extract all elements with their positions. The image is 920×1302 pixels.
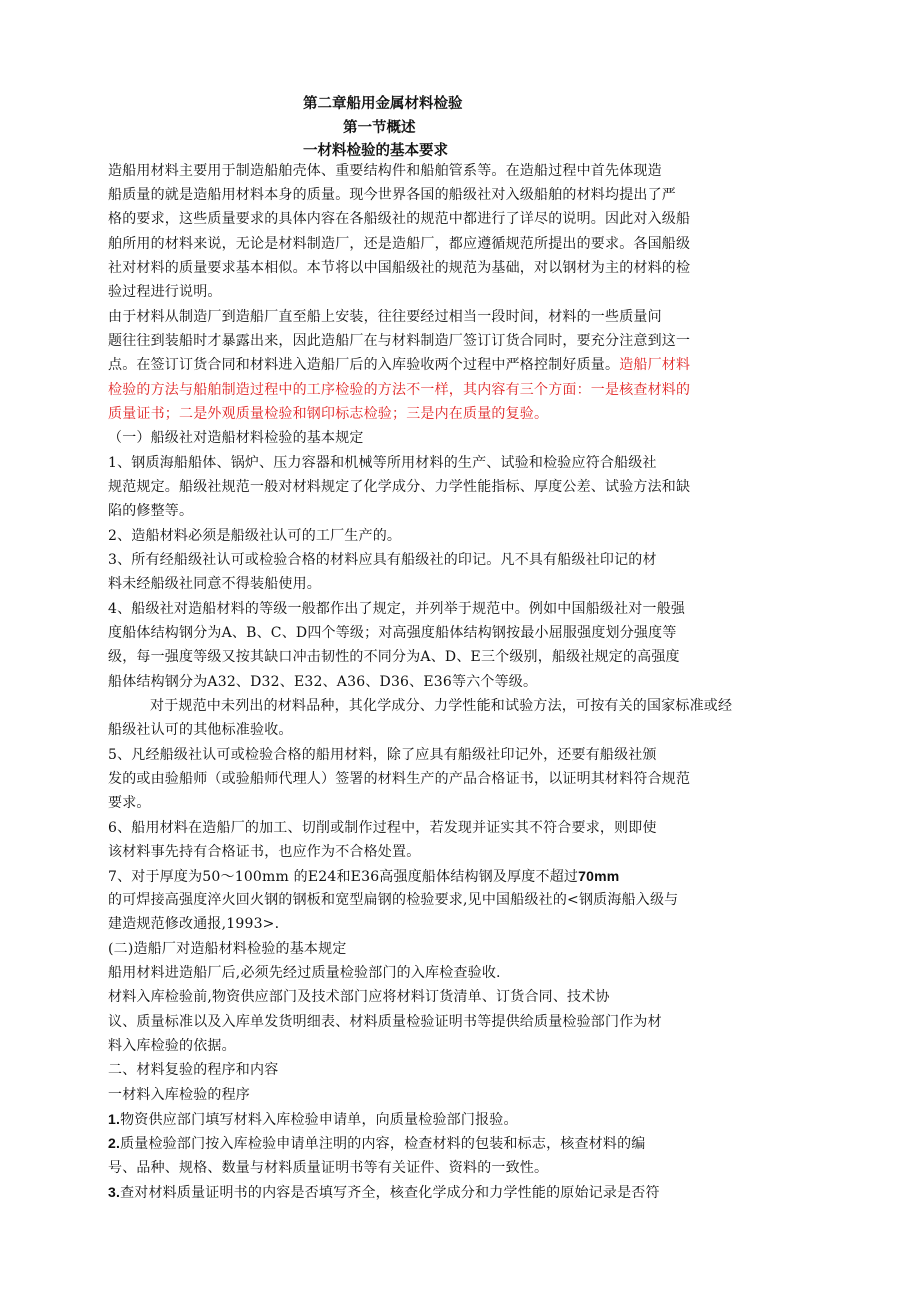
paragraph-line: 议、质量标准以及入库单发货明细表、材料质量检验证明书等提供给质量检验部门作为材 (108, 1014, 662, 1030)
paragraph-line: 的可焊接高强度淬火回火钢的钢板和宽型扁钢的检验要求,见中国船级社的<钢质海船入级与 (108, 892, 679, 908)
heading-line: 二、材料复验的程序和内容 (108, 1062, 279, 1078)
highlight-line: 质量证书；二是外观质量检验和钢印标志检验；三是内在质量的复验。 (108, 406, 549, 422)
paragraph-line: 点。在签订订货合同和材料进入造船厂后的入库验收两个过程中严格控制好质量。造船厂材料 (108, 357, 691, 373)
list-item: 6、船用材料在造船厂的加工、切削或制作过程中，若发现并证实其不符合要求，则即使 (108, 820, 657, 836)
paragraph-line: 船体结构钢分为A32、D32、E32、A36、D36、E36等六个等级。 (108, 674, 538, 690)
paragraph-line: 度船体结构钢分为A、B、C、D四个等级；对高强度船体结构钢按最小屈服强度划分强度等 (108, 625, 677, 641)
list-item: 5、凡经船级社认可或检验合格的船用材料，除了应具有船级社印记外，还要有船级社颁 (108, 747, 657, 763)
heading-line: (二)造船厂对造船材料检验的基本规定 (108, 941, 347, 957)
list-item: 2.质量检验部门按入库检验申请单注明的内容，检查材料的包装和标志，核查材料的编 (108, 1135, 646, 1152)
list-item: 3.查对材料质量证明书的内容是否填写齐全，核查化学成分和力学性能的原始记录是否符 (108, 1184, 660, 1201)
paragraph-line: 船用材料进造船厂后,必须先经过质量检验部门的入库检查验收. (108, 965, 501, 981)
list-item: 4、船级社对造船材料的等级一般都作出了规定，并列举于规范中。例如中国船级社对一般强 (108, 601, 686, 617)
highlight-line: 检验的方法与船舶制造过程中的工序检验的方法不一样，其内容有三个方面：一是核查材料的 (108, 382, 691, 398)
list-item: 1.物资供应部门填写材料入库检验申请单，向质量检验部门报验。 (108, 1111, 518, 1128)
heading-line: （一）船级社对造船材料检验的基本规定 (108, 430, 364, 446)
paragraph-line: 格的要求，这些质量要求的具体内容在各船级社的规范中都进行了详尽的说明。因此对入级船 (108, 211, 691, 227)
list-item: 2、造船材料必须是船级社认可的工厂生产的。 (108, 528, 402, 544)
paragraph-line: 号、品种、规格、数量与材料质量证明书等有关证件、资料的一致性。 (108, 1160, 549, 1176)
paragraph-line: 船级社认可的其他标准验收。 (108, 722, 293, 738)
list-item: 7、对于厚度为50～100mm 的E24和E36高强度船体结构钢及厚度不超过70mm (108, 868, 620, 885)
paragraph-line: 该材料事先持有合格证书，也应作为不合格处置。 (108, 844, 421, 860)
subsection-title: 一材料检验的基本要求 (303, 143, 448, 159)
paragraph-line: 材料入库检验前,物资供应部门及技术部门应将材料订货清单、订货合同、技术协 (108, 989, 610, 1005)
paragraph-line: 由于材料从制造厂到造船厂直至船上安装，往往要经过相当一段时间，材料的一些质量问 (108, 309, 662, 325)
paragraph-line: 料未经船级社同意不得装船使用。 (108, 576, 321, 592)
paragraph-line: 对于规范中未列出的材料品种，其化学成分、力学性能和试验方法，可按有关的国家标准或经 (150, 698, 733, 714)
chapter-title: 第二章船用金属材料检验 (303, 96, 463, 112)
paragraph-line: 级，每一强度等级又按其缺口冲击韧性的不同分为A、D、E三个级别，船级社规定的高强度 (108, 649, 680, 665)
paragraph-line: 舶所用的材料来说，无论是材料制造厂，还是造船厂，都应遵循规范所提出的要求。各国船级 (108, 236, 691, 252)
list-item: 1、钢质海船船体、锅炉、压力容器和机械等所用材料的生产、试验和检验应符合船级社 (108, 455, 657, 471)
highlight-text: 造船厂材料 (619, 357, 691, 373)
paragraph-line: 船质量的就是造船用材料本身的质量。现今世界各国的船级社对入级船舶的材料均提出了严 (108, 187, 676, 203)
paragraph-line: 社对材料的质量要求基本相似。本节将以中国船级社的规范为基础，对以钢材为主的材料的检 (108, 260, 691, 276)
bold-value: 70mm (578, 868, 620, 884)
paragraph-line: 验过程进行说明。 (108, 284, 222, 300)
paragraph-line: 陷的修整等。 (108, 503, 194, 519)
paragraph-line: 规范规定。船级社规范一般对材料规定了化学成分、力学性能指标、厚度公差、试验方法和缺 (108, 479, 691, 495)
paragraph-line: 发的或由验船师（或验船师代理人）签署的材料生产的产品合格证书，以证明其材料符合规范 (108, 771, 691, 787)
paragraph-line: 料入库检验的依据。 (108, 1038, 236, 1054)
paragraph-line: 造船用材料主要用于制造船舶壳体、重要结构件和船舶管系等。在造船过程中首先体现造 (108, 163, 662, 179)
paragraph-line: 题往往到装船时才暴露出来，因此造船厂在与材料制造厂签订订货合同时，要充分注意到这一 (108, 333, 691, 349)
heading-line: 一材料入库检验的程序 (108, 1087, 250, 1103)
paragraph-line: 要求。 (108, 795, 151, 811)
paragraph-line: 建造规范修改通报,1993>. (108, 916, 280, 932)
section-title: 第一节概述 (343, 120, 416, 136)
list-item: 3、所有经船级社认可或检验合格的材料应具有船级社的印记。凡不具有船级社印记的材 (108, 552, 657, 568)
